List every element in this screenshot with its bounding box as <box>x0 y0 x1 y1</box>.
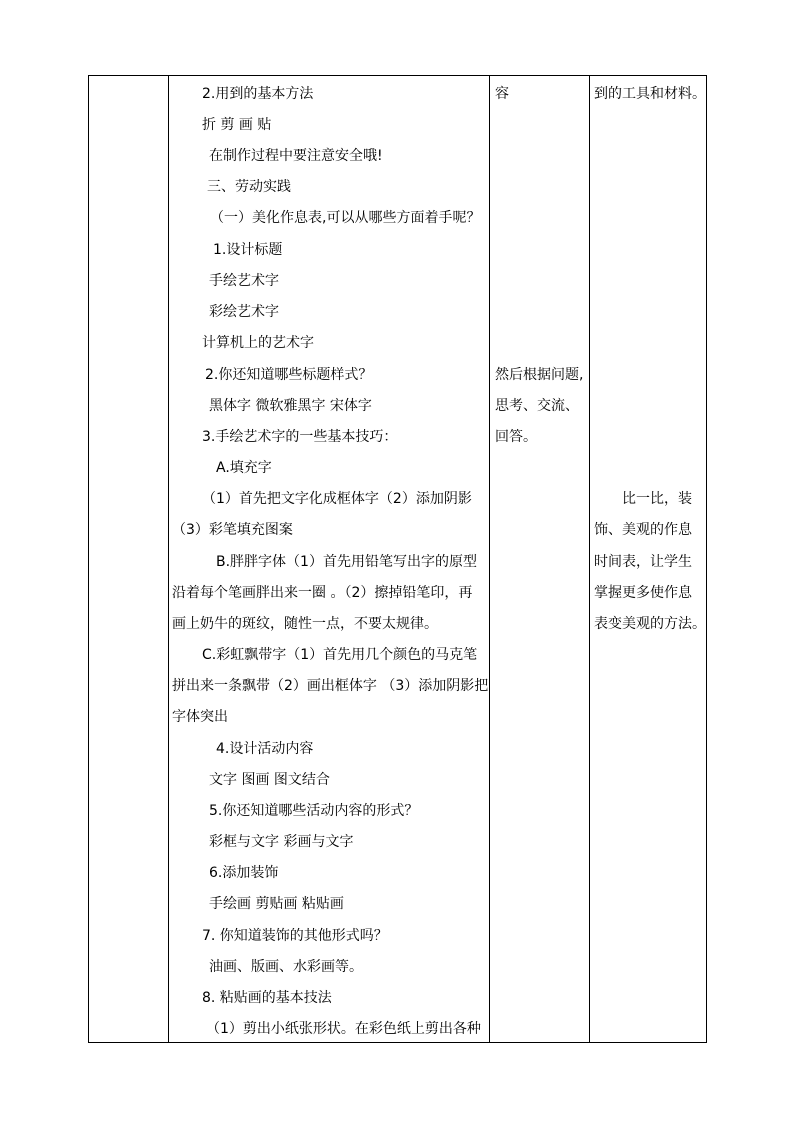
text-line: 计算机上的艺术字 <box>202 335 314 351</box>
text-line: 手绘画 剪贴画 粘贴画 <box>209 896 344 912</box>
text-line: 比一比，装 <box>622 491 692 507</box>
text-line: 回答。 <box>495 429 537 445</box>
text-line: 到的工具和材料。 <box>594 86 706 102</box>
text-line: 折 剪 画 贴 <box>202 117 272 133</box>
text-line: 4.设计活动内容 <box>216 741 314 757</box>
text-line: B.胖胖字体（1）首先用铅笔写出字的原型 <box>216 554 477 570</box>
blank-first-column-cell <box>89 76 169 1043</box>
text-line: （1）剪出小纸张形状。在彩色纸上剪出各种 <box>206 1021 481 1037</box>
text-line: 手绘艺术字 <box>209 273 279 289</box>
text-line: 沿着每个笔画胖出来一圈 。（2）擦掉铅笔印，再 <box>172 585 473 601</box>
text-line: 字体突出 <box>172 709 228 725</box>
teaching-process-cell <box>169 76 490 1043</box>
student-activity-text <box>490 76 589 1042</box>
design-intent-cell <box>590 76 707 1043</box>
text-line: 拼出来一条飘带（2）画出框体字 （3）添加阴影把 <box>172 678 489 694</box>
text-line: A.填充字 <box>216 460 272 476</box>
text-line: 表变美观的方法。 <box>594 616 706 632</box>
text-line: 掌握更多使作息 <box>594 585 692 601</box>
text-line: 彩绘艺术字 <box>209 304 279 320</box>
text-line: 彩框与文字 彩画与文字 <box>209 834 354 850</box>
table-row <box>89 76 707 1043</box>
text-line: 时间表，让学生 <box>594 554 692 570</box>
text-line: 画上奶牛的斑纹，随性一点，不要太规律。 <box>172 616 438 632</box>
text-line: 5.你还知道哪些活动内容的形式？ <box>209 803 419 819</box>
text-line: 文字 图画 图文结合 <box>209 772 330 788</box>
text-line: 7. 你知道装饰的其他形式吗？ <box>202 928 388 944</box>
text-line: 6.添加装饰 <box>209 865 279 881</box>
text-line: 饰、美观的作息 <box>594 522 692 538</box>
text-line: 在制作过程中要注意安全哦! <box>209 148 383 164</box>
teaching-process-text <box>169 76 489 1042</box>
text-line: 三、劳动实践 <box>207 179 291 195</box>
student-activity-cell <box>490 76 590 1043</box>
text-line: 3.手绘艺术字的一些基本技巧： <box>202 429 398 445</box>
text-line: 黑体字 微软雅黑字 宋体字 <box>209 398 372 414</box>
text-line: （1）首先把文字化成框体字（2）添加阴影 <box>202 491 472 507</box>
text-line: 油画、版画、水彩画等。 <box>209 959 363 975</box>
text-line: （3）彩笔填充图案 <box>172 522 293 538</box>
text-line: 容 <box>495 86 509 102</box>
design-intent-text <box>590 76 706 1042</box>
text-line: 1.设计标题 <box>213 242 283 258</box>
text-line: 2.你还知道哪些标题样式？ <box>205 367 373 383</box>
text-line: （一）美化作息表,可以从哪些方面着手呢？ <box>210 210 481 226</box>
text-line: 思考、交流、 <box>495 398 579 414</box>
text-line: 8. 粘贴画的基本技法 <box>202 990 332 1006</box>
text-line: 然后根据问题, <box>495 367 584 383</box>
text-line: C.彩虹飘带字（1）首先用几个颜色的马克笔 <box>202 647 478 663</box>
lesson-plan-table <box>88 75 707 1043</box>
text-line: 2.用到的基本方法 <box>202 86 314 102</box>
